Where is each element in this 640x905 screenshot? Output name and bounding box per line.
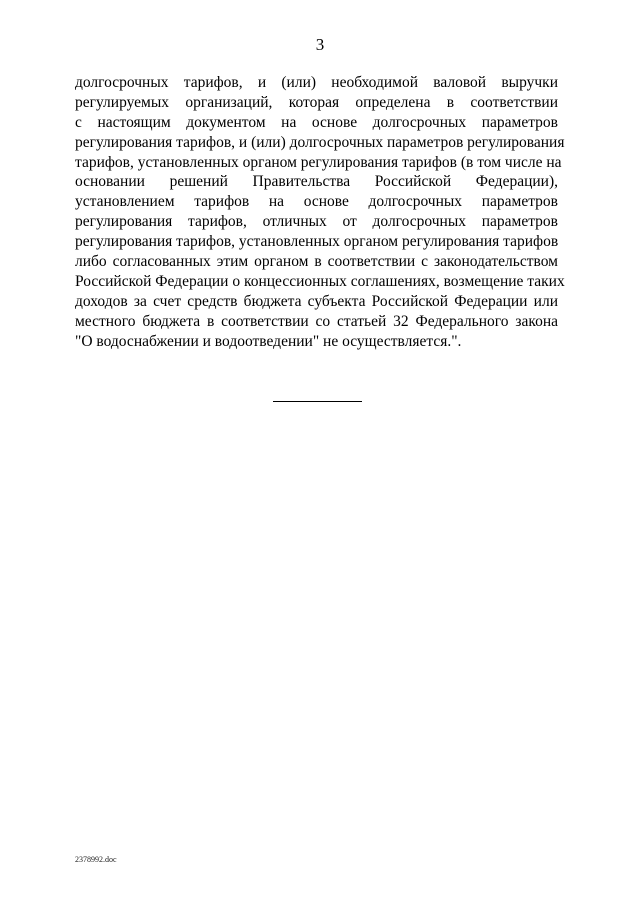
text-line-last: "О водоснабжении и водоотведении" не осуществляется.". xyxy=(75,332,462,350)
text-line: регулирования тарифов, и (или) долгосрочных параметров регулирования xyxy=(75,133,565,151)
text-line: основании решений Правительства Российской Федерации), xyxy=(75,173,558,191)
end-separator-line xyxy=(273,401,362,402)
body-paragraph xyxy=(75,73,565,351)
text-line: доходов за счет средств бюджета субъекта Российской Федерации или xyxy=(75,292,558,310)
text-line: с настоящим документом на основе долгосрочных параметров xyxy=(75,113,558,131)
page-number: 3 xyxy=(315,35,325,54)
text-line: установлением тарифов на основе долгосрочных параметров xyxy=(75,193,558,211)
text-line: местного бюджета в соответствии со статьей 32 Федерального закона xyxy=(75,312,558,330)
text-line: либо согласованных этим органом в соответствии с законодательством xyxy=(75,253,558,271)
text-line: долгосрочных тарифов, и (или) необходимой валовой выручки xyxy=(75,74,558,91)
text-line: Российской Федерации о концессионных соглашениях, возмещение таких xyxy=(75,272,565,290)
text-line: тарифов, установленных органом регулирования тарифов (в том числе на xyxy=(75,153,562,171)
text-line: регулирования тарифов, отличных от долгосрочных параметров xyxy=(75,213,558,231)
text-line: регулируемых организаций, которая определена в соответствии xyxy=(75,93,558,111)
footer-document-code: 2378992.doc xyxy=(75,855,117,864)
text-line: регулирования тарифов, установленных органом регулирования тарифов xyxy=(75,233,559,251)
